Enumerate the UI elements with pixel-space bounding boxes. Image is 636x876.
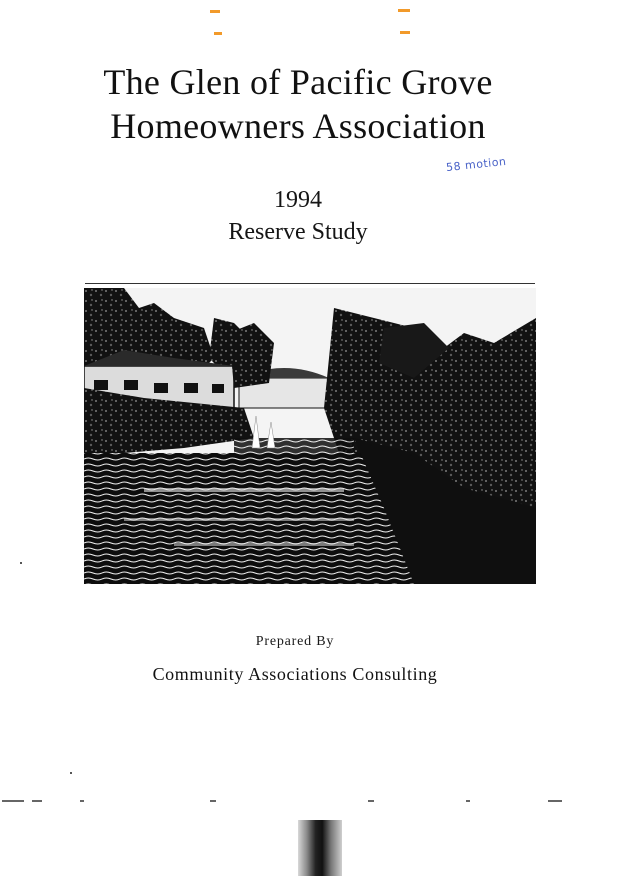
handwritten-note: 58 motion (445, 154, 508, 175)
scan-speck (20, 562, 22, 564)
preparer-name: Community Associations Consulting (152, 664, 438, 684)
document-title (0, 60, 596, 148)
scan-speck (398, 9, 410, 12)
scan-speck (400, 31, 410, 34)
scan-speck (210, 10, 220, 13)
title-divider (85, 283, 535, 284)
document-subtitle (0, 184, 596, 248)
prepared-by-label: Prepared By (255, 634, 335, 649)
report-year: 1994 (274, 187, 322, 213)
pond-photo (84, 288, 536, 584)
scan-noise (0, 800, 636, 806)
binding-shadow (298, 820, 342, 876)
report-name: Reserve Study (228, 219, 368, 245)
scan-speck (70, 772, 72, 774)
title-line-1: The Glen of Pacific Grove (103, 62, 493, 102)
title-line-2: Homeowners Association (110, 106, 486, 146)
scan-speck (214, 32, 222, 35)
